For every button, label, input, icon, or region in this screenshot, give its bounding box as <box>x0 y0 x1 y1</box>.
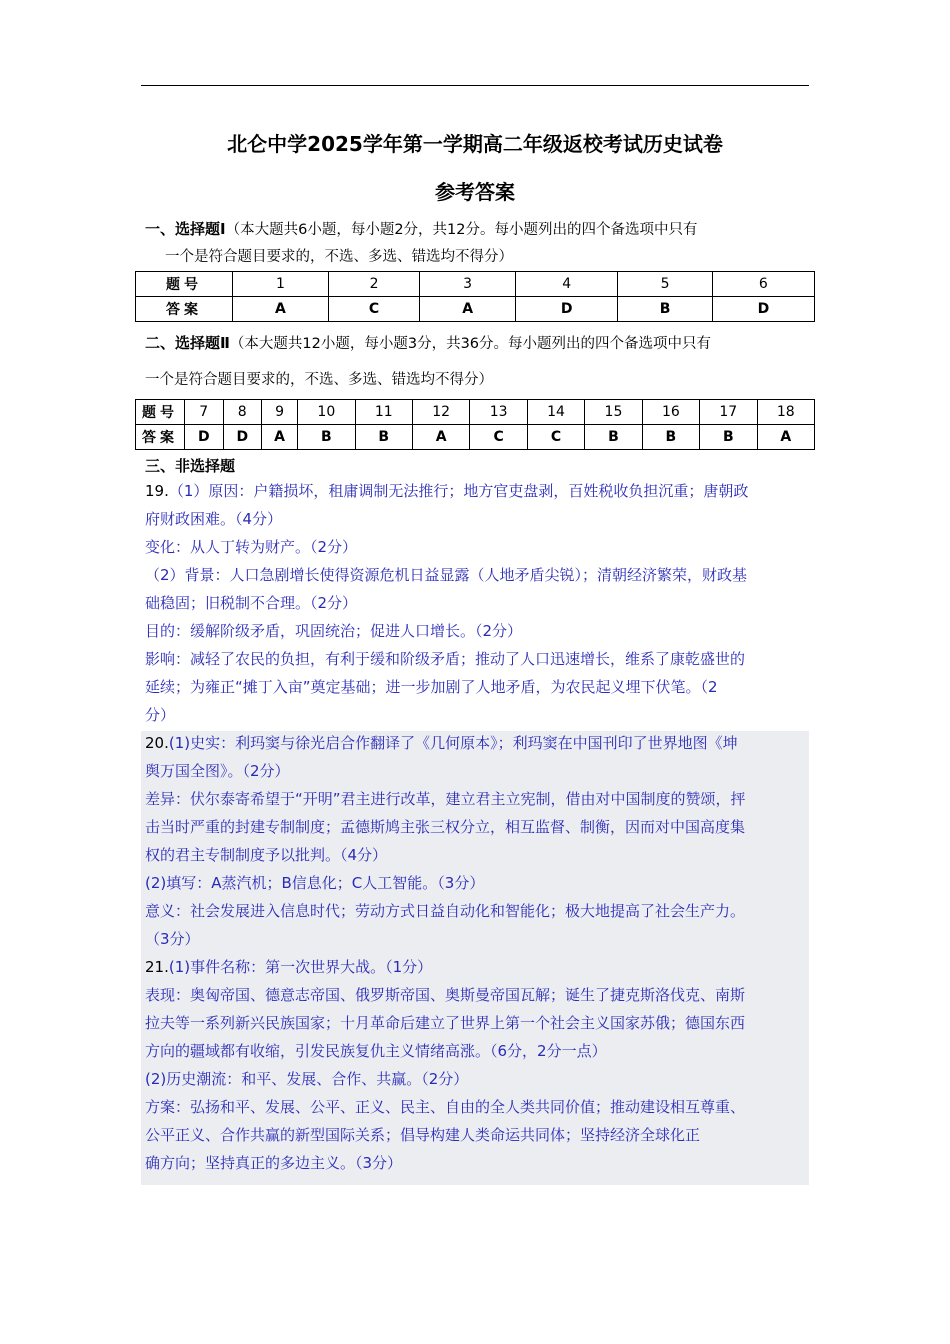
answer-text: 延续；为雍正“摊丁入亩”奠定基础；进一步加剧了人地矛盾，为农民起义埋下伏笔。（2 <box>145 678 718 696</box>
question-number-cell: 13 <box>470 400 527 425</box>
answer-cell: B <box>642 425 699 450</box>
answer-line <box>145 1009 817 1037</box>
answer-text: 确方向；坚持真正的多边主义。（3分） <box>145 1154 403 1172</box>
question-number-cell: 9 <box>262 400 298 425</box>
table-row-label: 题号 <box>136 400 185 425</box>
part2-desc-line1: （本大题共12小题，每小题3分，共36分。每小题列出的四个备选项中只有 <box>229 336 712 352</box>
answer-line <box>145 533 817 561</box>
question-number: 19. <box>145 482 169 500</box>
question-number-cell: 8 <box>223 400 262 425</box>
table-row-label: 题号 <box>136 272 233 297</box>
answer-text: (1)史实：利玛窦与徐光启合作翻译了《几何原本》；利玛窦在中国刊印了世界地图《坤 <box>168 734 738 752</box>
answer-cell: C <box>328 297 419 322</box>
question-number-cell: 11 <box>355 400 412 425</box>
question-number: 20. <box>145 734 169 752</box>
answer-text: （2）背景：人口急剧增长使得资源危机日益显露（人地矛盾尖锐）；清朝经济繁荣，财政基 <box>145 566 748 584</box>
question-number-cell: 15 <box>585 400 642 425</box>
answer-line <box>145 953 817 981</box>
question-number-cell: 18 <box>757 400 815 425</box>
answer-text: 础稳固；旧税制不合理。（2分） <box>145 594 358 612</box>
answer-cell: B <box>355 425 412 450</box>
answer-cell: B <box>298 425 355 450</box>
answer-line <box>145 477 817 505</box>
answer-cell: B <box>700 425 757 450</box>
part1-desc-line2: 一个是符合题目要求的，不选、多选、错选均不得分） <box>165 249 513 265</box>
answer-cell: A <box>262 425 298 450</box>
answer-line <box>145 869 817 897</box>
answer-text: 变化：从人丁转为财产。（2分） <box>145 538 358 556</box>
answer-line <box>145 785 817 813</box>
answer-text: (1)事件名称：第一次世界大战。（1分） <box>168 958 433 976</box>
part2-desc-line2: 一个是符合题目要求的，不选、多选、错选均不得分） <box>145 372 493 388</box>
table-row-label: 答案 <box>136 297 233 322</box>
answer-line <box>145 645 817 673</box>
answer-line <box>145 1149 817 1177</box>
answer-cell: A <box>757 425 815 450</box>
answer-cell: D <box>185 425 224 450</box>
answer-text: （1）原因：户籍损坏，租庸调制无法推行；地方官吏盘剥，百姓税收负担沉重；唐朝政 <box>168 482 749 500</box>
part2-label: 二、选择题Ⅱ <box>145 334 230 352</box>
answer-text: 舆万国全图》。（2分） <box>145 762 290 780</box>
answer-cell: C <box>470 425 527 450</box>
answer-line <box>145 701 817 729</box>
answer-text: 权的君主专制制度予以批判。（4分） <box>145 846 388 864</box>
answer-cell: D <box>223 425 262 450</box>
answer-text: (2)填写：A蒸汽机；B信息化；C人工智能。（3分） <box>145 874 485 892</box>
question-number-cell: 16 <box>642 400 699 425</box>
part1-desc-line1: （本大题共6小题，每小题2分，共12分。每小题列出的四个备选项中只有 <box>225 222 698 238</box>
part1-heading <box>145 215 698 244</box>
part3-label: 三、非选择题 <box>145 457 236 475</box>
answer-line <box>145 841 817 869</box>
question-number-cell: 3 <box>420 272 516 297</box>
answer-text: 方案：弘扬和平、发展、公平、正义、民主、自由的全人类共同价值；推动建设相互尊重、 <box>145 1098 746 1116</box>
answer-text: 差异：伏尔泰寄希望于“开明”君主进行改革，建立君主立宪制，借由对中国制度的赞颂，抨 <box>145 790 746 808</box>
answer-text: 拉夫等一系列新兴民族国家；十月革命后建立了世界上第一个社会主义国家苏俄；德国东西 <box>145 1014 746 1032</box>
answer-line <box>145 729 817 757</box>
question-number-cell: 10 <box>298 400 355 425</box>
answer-line <box>145 981 817 1009</box>
part2-heading <box>145 329 711 358</box>
answer-text: 府财政困难。（4分） <box>145 510 283 528</box>
answer-line <box>145 813 817 841</box>
answer-line <box>145 1065 817 1093</box>
answer-line <box>145 505 817 533</box>
question-number-cell: 4 <box>516 272 618 297</box>
header-rule <box>141 85 809 86</box>
answer-cell: C <box>527 425 584 450</box>
answer-line <box>145 757 817 785</box>
answer-cell: D <box>516 297 618 322</box>
answer-text: 分） <box>145 706 176 724</box>
answer-text: 意义：社会发展进入信息时代；劳动方式日益自动化和智能化；极大地提高了社会生产力。 <box>145 902 746 920</box>
answer-text: 公平正义、合作共赢的新型国际关系；倡导构建人类命运共同体；坚持经济全球化正 <box>145 1126 701 1144</box>
part1-answer-table <box>135 271 815 322</box>
answer-text: 影响：减轻了农民的负担，有利于缓和阶级矛盾；推动了人口迅速增长，维系了康乾盛世的 <box>145 650 746 668</box>
question-number-cell: 6 <box>712 272 814 297</box>
answer-cell: B <box>618 297 712 322</box>
answer-cell: A <box>233 297 329 322</box>
page-title: 北仑中学2025学年第一学期高二年级返校考试历史试卷 <box>227 132 723 156</box>
answer-text: 方向的疆域都有收缩，引发民族复仇主义情绪高涨。（6分，2分一点） <box>145 1042 607 1060</box>
question-number: 21. <box>145 958 169 976</box>
answer-cell: D <box>712 297 814 322</box>
part2-answer-table <box>135 399 815 450</box>
answer-text: 表现：奥匈帝国、德意志帝国、俄罗斯帝国、奥斯曼帝国瓦解；诞生了捷克斯洛伐克、南斯 <box>145 986 746 1004</box>
answer-line <box>145 897 817 925</box>
answer-line <box>145 1121 817 1149</box>
answer-text: 击当时严重的封建专制制度；孟德斯鸠主张三权分立，相互监督、制衡，因而对中国高度集 <box>145 818 746 836</box>
answer-text: (2)历史潮流：和平、发展、合作、共赢。（2分） <box>145 1070 469 1088</box>
answer-text: （3分） <box>145 930 200 948</box>
answer-cell: A <box>420 297 516 322</box>
answer-line <box>145 561 817 589</box>
question-number-cell: 17 <box>700 400 757 425</box>
answer-line <box>145 589 817 617</box>
answer-text: 目的：缓解阶级矛盾，巩固统治；促进人口增长。（2分） <box>145 622 523 640</box>
page-subtitle: 参考答案 <box>435 180 515 204</box>
answer-line <box>145 925 817 953</box>
question-number-cell: 5 <box>618 272 712 297</box>
question-number-cell: 2 <box>328 272 419 297</box>
question-number-cell: 12 <box>412 400 469 425</box>
answer-line <box>145 1093 817 1121</box>
question-number-cell: 7 <box>185 400 224 425</box>
essay-answers <box>145 477 817 1177</box>
part1-label: 一、选择题Ⅰ <box>145 220 226 238</box>
answer-line <box>145 1037 817 1065</box>
question-number-cell: 1 <box>233 272 329 297</box>
answer-cell: B <box>585 425 642 450</box>
question-number-cell: 14 <box>527 400 584 425</box>
answer-cell: A <box>412 425 469 450</box>
table-row-label: 答案 <box>136 425 185 450</box>
answer-line <box>145 673 817 701</box>
answer-line <box>145 617 817 645</box>
